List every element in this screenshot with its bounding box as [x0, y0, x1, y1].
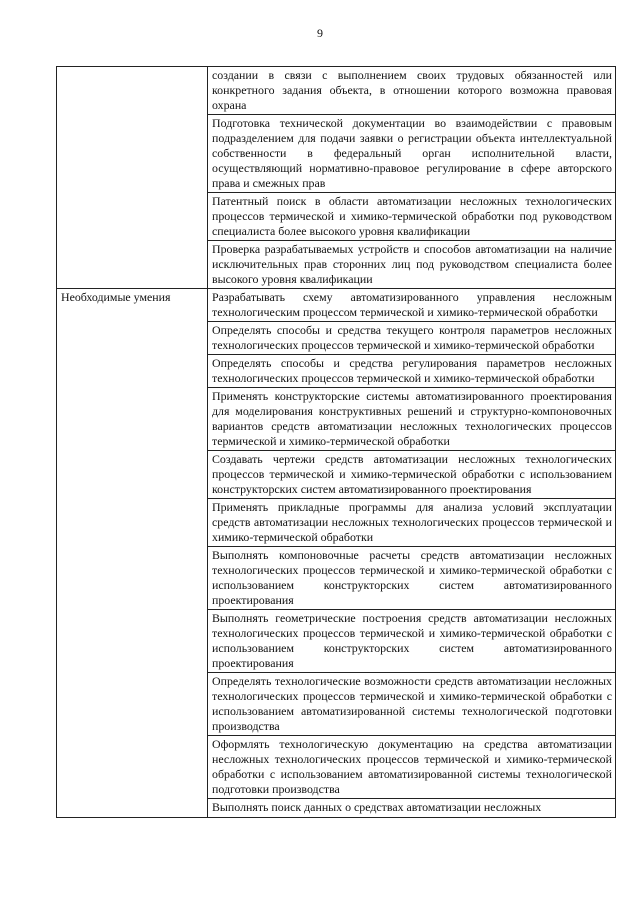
table-cell: Подготовка технической документации во взаимодействии с правовым подразделением для подачи заявки о регистрации объекта интеллектуальной собственности в федеральный орган исполнительной власти, осуществляющий нормативно-правовое регулирование в сфере авторского права и смежных прав [208, 115, 616, 193]
table-cell: Оформлять технологическую документацию на средства автоматизации несложных технологических процессов термической и химико-термической обработки с использованием автоматизированной системы технологической подготовки производства [208, 736, 616, 799]
table-cell: Выполнять поиск данных о средствах автоматизации несложных [208, 799, 616, 818]
requirements-table [56, 66, 616, 818]
table-cell: Применять конструкторские системы автоматизированного проектирования для моделирования конструктивных решений и структурно-компоновочных вариантов средств автоматизации несложных технологических процессов термической и химико-термической обработки [208, 388, 616, 451]
table-row [57, 289, 616, 322]
table-cell: Проверка разрабатываемых устройств и способов автоматизации на наличие исключительных прав сторонних лиц под руководством специалиста более высокого уровня квалификации [208, 241, 616, 289]
table-cell: Применять прикладные программы для анализа условий эксплуатации средств автоматизации несложных технологических процессов термической и химико-термической обработки [208, 499, 616, 547]
table-cell: Создавать чертежи средств автоматизации несложных технологических процессов термической и химико-термической обработки с использованием конструкторских систем автоматизированного проектирования [208, 451, 616, 499]
table-cell: Разрабатывать схему автоматизированного управления несложным технологическим процессом термической и химико-термической обработки [208, 289, 616, 322]
table-cell: Выполнять компоновочные расчеты средств автоматизации несложных технологических процессов термической и химико-термической обработки с использованием конструкторских систем автоматизированного проектирования [208, 547, 616, 610]
table-cell: Определять способы и средства текущего контроля параметров несложных технологических процессов термической и химико-термической обработки [208, 322, 616, 355]
row-label-required-skills: Необходимые умения [57, 289, 208, 818]
row-label-empty [57, 67, 208, 289]
table-cell: Определять технологические возможности средств автоматизации несложных технологических процессов термической и химико-термической обработки с использованием автоматизированной системы технологической подготовки производства [208, 673, 616, 736]
table-row [57, 67, 616, 115]
table-cell: Выполнять геометрические построения средств автоматизации несложных технологических процессов термической и химико-термической обработки с использованием конструкторских систем автоматизированного проектирования [208, 610, 616, 673]
table-cell: создании в связи с выполнением своих трудовых обязанностей или конкретного задания объекта, в отношении которого возможна правовая охрана [208, 67, 616, 115]
page-number: 9 [317, 26, 323, 40]
table-cell: Определять способы и средства регулирования параметров несложных технологических процессов термической и химико-термической обработки [208, 355, 616, 388]
table-cell: Патентный поиск в области автоматизации несложных технологических процессов термической и химико-термической обработки под руководством специалиста более высокого уровня квалификации [208, 193, 616, 241]
